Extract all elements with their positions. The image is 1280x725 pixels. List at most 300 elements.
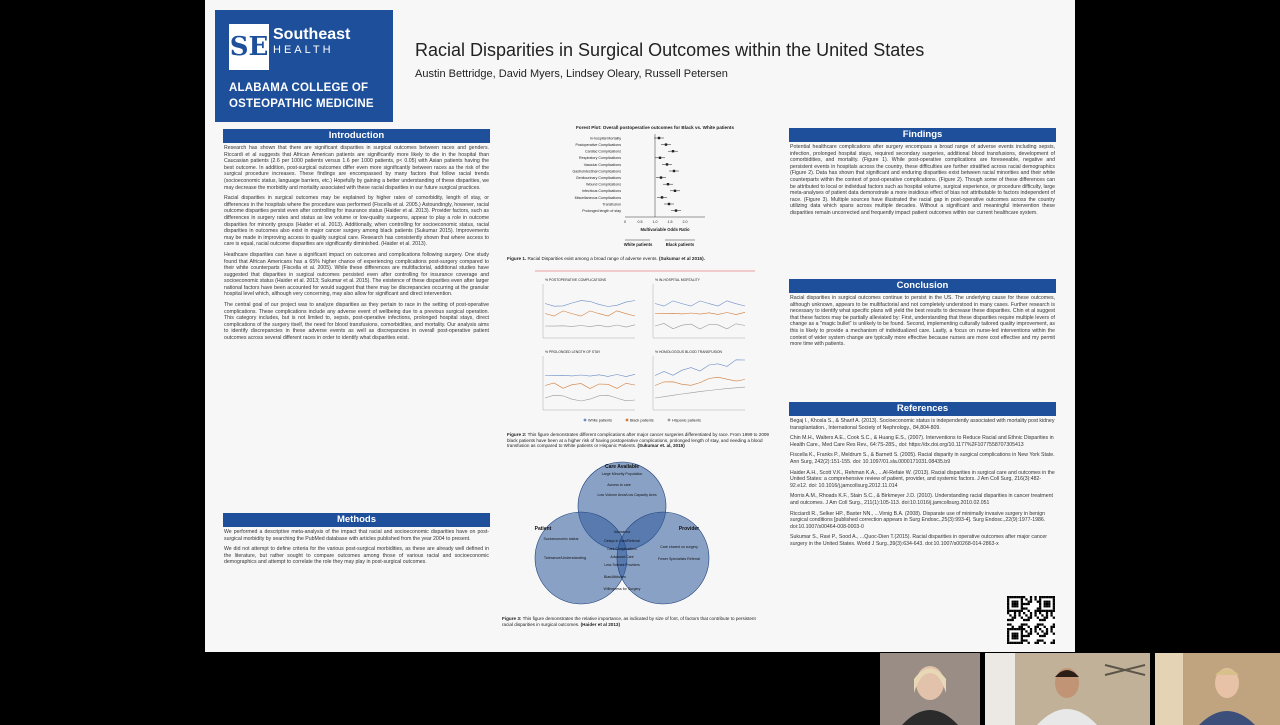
qr-cell (1018, 596, 1020, 598)
methods-section (223, 513, 490, 572)
fig2-series-line (545, 374, 635, 376)
fig1-caption-prefix: Figure 1. (507, 256, 527, 261)
qr-cell (1030, 596, 1032, 598)
fig1-row-label: Infectious Complications (582, 189, 621, 194)
logo-college-line2: OSTEOPATHIC MEDICINE (229, 98, 374, 110)
qr-cell (1044, 635, 1046, 637)
qr-cell (1050, 642, 1052, 644)
qr-cell (1012, 635, 1014, 637)
fig1-tick-label: 1.5 (667, 220, 673, 224)
qr-cell (1014, 637, 1016, 639)
fig2-series-line (545, 311, 635, 316)
fig1-row-label: Gastrointestinal Complications (572, 169, 621, 174)
qr-cell (1028, 626, 1030, 628)
qr-cell (1025, 630, 1027, 632)
qr-cell (1050, 626, 1052, 628)
qr-cell (1021, 630, 1023, 632)
qr-cell (1044, 633, 1046, 635)
poster (205, 0, 1075, 652)
fig1-row-label: Cardiac Complications (585, 149, 621, 154)
figure3-venn-diagram (517, 458, 717, 608)
qr-cell (1009, 642, 1011, 644)
qr-cell (1030, 601, 1032, 603)
qr-cell (1041, 610, 1043, 612)
qr-cell (1041, 614, 1043, 616)
qr-cell (1034, 612, 1036, 614)
qr-cell (1012, 601, 1014, 603)
qr-cell (1037, 639, 1039, 641)
fig1-odds-marker (665, 143, 667, 145)
qr-cell (1053, 633, 1055, 635)
qr-cell (1018, 610, 1020, 612)
venn-patient-item: Socioeconomic status (543, 537, 579, 541)
fig1-row-label: Respiratory Complications (579, 156, 621, 161)
qr-cell (1034, 610, 1036, 612)
conclusion-paragraph: Racial disparities in surgical outcomes continue to persist in the US. The underlying cause for these outcomes, although unknown, appears to be multifactorial and not completely understood in many cases. Further research is necessary to identify what specific plans will yield the best results to decrease these disparities. Chin et al suggest that these factors may be partially alleviated by: First, understanding that these disparities require multiple levers of change as a "magic bullet" is unlikely to be found. Second, implementing culturally tailored quality improvement, as this is likely to provide a mechanism of individualized care. Lastly, a focus on nurse-led interventions within the context of wider system change are typically more effective because nurses are more cost effective and my permit more time with patients. (790, 295, 1055, 348)
fig1-caption-text: Racial Disparities exist among a broad range of adverse events. (527, 256, 658, 261)
video-tile-participant-1[interactable] (880, 653, 980, 725)
fig1-odds-marker (660, 176, 662, 178)
qr-cell (1012, 637, 1014, 639)
qr-cell (1016, 642, 1018, 644)
qr-cell (1023, 639, 1025, 641)
qr-cell (1016, 603, 1018, 605)
qr-cell (1021, 628, 1023, 630)
video-tile-participant-2[interactable] (985, 653, 1150, 725)
qr-cell (1007, 596, 1009, 598)
references-section (789, 402, 1056, 554)
conclusion-section (789, 279, 1056, 354)
qr-cell (1046, 603, 1048, 605)
qr-cell (1030, 630, 1032, 632)
qr-cell (1039, 601, 1041, 603)
findings-heading: Findings (789, 128, 1056, 142)
video-tile-participant-3[interactable] (1155, 653, 1280, 725)
qr-cell (1023, 596, 1025, 598)
qr-cell (1021, 598, 1023, 600)
fig2-caption-text: This figure demonstrates different complications after major cancer surgeries differentiated by race. From 1999 to 2009 black patients have been at a higher risk of having postoperative complications, prolonged length of stay, and needing a blood transfusion as compared to White patients or Hispanic Patients. (507, 432, 769, 449)
qr-cell (1009, 610, 1011, 612)
fig2-series-line (655, 387, 745, 398)
qr-cell (1046, 630, 1048, 632)
intro-paragraph-4: The central goal of our project was to analyze disparities as they pertain to race in the setting of post-operative complications. These complications include any adverse event of wellbeing due to a previous surgical operation. This category includes, but is not limited to, sepsis, post-operative infections, prolonged hospital stays, direct complications of the surgery itself, the need for blood transfusions, comorbidities, and mortality. Our analysis aims to identify discrepancies in these adverse events as well as discrepancies in overall post-operative patient outcomes across several different races in order to identify what disparities exist. (224, 302, 489, 342)
qr-cell (1014, 614, 1016, 616)
qr-cell (1016, 596, 1018, 598)
qr-cell (1048, 603, 1050, 605)
qr-cell (1009, 614, 1011, 616)
qr-cell (1028, 603, 1030, 605)
qr-cell (1046, 617, 1048, 619)
qr-cell (1007, 605, 1009, 607)
qr-cell (1037, 601, 1039, 603)
qr-cell (1053, 598, 1055, 600)
fig1-odds-marker (658, 137, 660, 139)
qr-cell (1041, 630, 1043, 632)
qr-cell (1028, 642, 1030, 644)
fig2-panel-title: % PROLONGED LENGTH OF STAY (545, 350, 601, 354)
qr-cell (1050, 630, 1052, 632)
fig2-legend-swatch (626, 419, 629, 422)
qr-cell (1012, 642, 1014, 644)
qr-cell (1014, 617, 1016, 619)
qr-cell (1044, 626, 1046, 628)
fig1-row-label: Wound Complications (586, 182, 621, 187)
qr-cell (1046, 596, 1048, 598)
logo-brand-sub: HEALTH (273, 44, 334, 56)
qr-cell (1021, 642, 1023, 644)
qr-cell (1041, 639, 1043, 641)
fig2-legend-swatch (668, 419, 671, 422)
qr-cell (1028, 633, 1030, 635)
qr-cell (1012, 596, 1014, 598)
venn-center-item: Bias/Attitudes (604, 575, 626, 579)
qr-cell (1034, 614, 1036, 616)
qr-cell (1016, 628, 1018, 630)
qr-cell (1014, 633, 1016, 635)
qr-cell (1023, 628, 1025, 630)
venn-care-item: Large Minority Population (601, 472, 643, 476)
fig2-series-line (655, 377, 745, 385)
qr-cell (1044, 601, 1046, 603)
references-heading: References (789, 402, 1056, 416)
qr-cell (1012, 603, 1014, 605)
qr-cell (1039, 596, 1041, 598)
qr-cell (1044, 603, 1046, 605)
qr-cell (1018, 614, 1020, 616)
qr-cell (1012, 619, 1014, 621)
qr-cell (1016, 633, 1018, 635)
qr-cell (1030, 628, 1032, 630)
qr-cell (1016, 637, 1018, 639)
qr-cell (1037, 607, 1039, 609)
qr-cell (1046, 612, 1048, 614)
qr-cell (1012, 633, 1014, 635)
qr-cell (1014, 635, 1016, 637)
fig2-panel (543, 278, 635, 338)
qr-cell (1053, 639, 1055, 641)
qr-cell (1046, 610, 1048, 612)
qr-cell (1016, 635, 1018, 637)
qr-cell (1030, 612, 1032, 614)
qr-cell (1034, 628, 1036, 630)
qr-cell (1009, 596, 1011, 598)
qr-cell (1039, 619, 1041, 621)
qr-cell (1021, 603, 1023, 605)
qr-cell (1046, 601, 1048, 603)
qr-cell (1018, 612, 1020, 614)
logo-mark-icon: SE (229, 24, 269, 70)
qr-cell (1007, 607, 1009, 609)
fig1-odds-marker (659, 157, 661, 159)
qr-cell (1044, 617, 1046, 619)
qr-cell (1039, 612, 1041, 614)
fig2-series-line (655, 324, 745, 330)
qr-cell (1021, 607, 1023, 609)
qr-cell (1053, 596, 1055, 598)
findings-paragraph: Potential healthcare complications after surgery encompass a broad range of adverse events including sepsis, infection, prolonged hospital stays, required secondary surgeries, additional blood transfusions, development of comorbidities, and mortality. (Figure 1). While post-operative complications are foreseeable, negative and persistent events in hospitals across the country, these difficulties are further stratified across racial demographics (Figure 2). Data has shown that significant and enduring disparities exist between racial minorities and their white counterparts within the context of post-operative complications. (Figure 2). Though some of these differences can be attributed to local or individual factors such as hospital volume, surgical experience, or procedure difficulty, large meta-analyses of patient data demonstrate a more insidious effect of bias not attributable to factors independent of race. (Figure 3). Multiple sources have illustrated the racial gap in post-operative outcomes across the country utilizing data which spans across multiple decades. Without a significant and meaningful intervention these disparities remain uncorrected and frequently impact patient outcomes within our current healthcare system. (790, 144, 1055, 216)
qr-cell (1021, 623, 1023, 625)
qr-cell (1037, 642, 1039, 644)
conclusion-heading: Conclusion (789, 279, 1056, 293)
qr-cell (1014, 603, 1016, 605)
qr-cell (1007, 633, 1009, 635)
qr-cell (1053, 642, 1055, 644)
qr-cell (1007, 623, 1009, 625)
fig2-panel-axes (543, 284, 635, 338)
reference-item: Sukumar S., Ravi P., Sood A., ...Quoc-Dien T.(2015). Racial disparities in operative outcomes after major cancer surgery in the United States. World J Surg.,39(3):634-643. doi:10.1007/s00268-014-2863-x (790, 534, 1047, 547)
qr-cell (1044, 596, 1046, 598)
qr-cell (1023, 612, 1025, 614)
qr-cell (1021, 617, 1023, 619)
fig1-odds-marker (673, 170, 675, 172)
methods-heading: Methods (223, 513, 490, 527)
qr-cell (1021, 605, 1023, 607)
qr-cell (1025, 614, 1027, 616)
qr-cell (1007, 619, 1009, 621)
qr-cell (1041, 619, 1043, 621)
qr-cell (1053, 610, 1055, 612)
venn-provider-item: Fewer Specialists Referral (658, 557, 700, 561)
poster-title: Racial Disparities in Surgical Outcomes within the United States (415, 40, 925, 60)
fig2-series-line (545, 383, 635, 389)
qr-cell (1034, 642, 1036, 644)
qr-cell (1021, 633, 1023, 635)
qr-cell (1050, 614, 1052, 616)
qr-cell (1007, 630, 1009, 632)
venn-center-item: Willingness for Surgery (603, 587, 641, 591)
qr-cell (1050, 610, 1052, 612)
introduction-heading: Introduction (223, 129, 490, 143)
qr-cell (1037, 610, 1039, 612)
qr-cell (1012, 610, 1014, 612)
college-logo (215, 10, 393, 122)
intro-paragraph-1: Research has shown that there are significant disparities in surgical outcomes between races and genders. Riccardi et al suggests that African American patients are significantly more likely to die in the hospital than Caucasian patients (2.6 per 1000 patients versus 1.6 per 1000 patients, p< 0.05) with Asian patients having the best outcome. In addition, post-surgical outcomes differ even more significantly between races as the risk of the surgical procedure increases. These findings are encompassed by many factors that follow racial trends (socioeconomic status, language barriers, etc.) Hopefully by gaining a better understanding of these disparities, we may decrease the morbidity and mortality associated with these racial disparities in our future surgical practices. (224, 145, 489, 191)
introduction-section (223, 129, 490, 348)
qr-cell (1014, 628, 1016, 630)
fig1-odds-marker (675, 209, 677, 211)
reference-item: Ricciardi R., Selker HP., Baxter NN., ...Virnig B.A. (2008). Disparate use of minimally invasive surgery in benign surgical conditions [published correction appears in Surg Endosc.,25(3):993-4]. Surg Endosc.,22(9):1977-1986. doi:10.1007/s00464-008-0003-0 (790, 510, 1046, 530)
qr-cell (1034, 596, 1036, 598)
venn-patient-item: Tolerance/Understanding (543, 556, 587, 560)
qr-cell (1044, 605, 1046, 607)
venn-center-item: Less Tolerant Providers (604, 563, 640, 567)
qr-cell (1046, 605, 1048, 607)
qr-code[interactable] (1007, 596, 1055, 644)
fig2-series-line (655, 360, 745, 376)
qr-cell (1050, 596, 1052, 598)
fig2-caption-prefix: Figure 2: (507, 432, 527, 437)
qr-cell (1009, 619, 1011, 621)
qr-cell (1007, 598, 1009, 600)
qr-cell (1007, 628, 1009, 630)
fig1-odds-marker (674, 190, 676, 192)
qr-cell (1025, 607, 1027, 609)
fig1-title: Forest Plot: Overall postoperative outcomes for Black vs. White patients (575, 125, 735, 130)
venn-provider-item: Care shared on surgery (660, 545, 698, 549)
fig1-row-label: Vascular Complications (583, 162, 621, 167)
qr-cell (1009, 623, 1011, 625)
fig2-series-line (655, 301, 745, 306)
reference-item: Chin M.H., Walters A.E., Cook S.C., & Huang E.S., (2007). Interventions to Reduce Racial and Ethnic Disparities in Health Care., Med Care Res Rev., 64:7S-28S., doi: https://dx.doi.org/10.1177%2F1077558707305413 (790, 435, 1054, 448)
venn-care-item: Access to care (607, 483, 631, 487)
venn-center-item: Advanced Care (610, 555, 634, 559)
qr-cell (1039, 598, 1041, 600)
qr-cell (1007, 635, 1009, 637)
qr-cell (1041, 635, 1043, 637)
qr-cell (1053, 605, 1055, 607)
reference-item: Fiscella K., Franks P., Meldrum S., & Barnett S. (2005). Racial disparity in surgical complications in New York State. Ann Surg, 242(2):151-155. doi: 10.1097/01.sla.0000171031.08435.b9 (790, 452, 1055, 465)
qr-cell (1034, 626, 1036, 628)
qr-cell (1034, 598, 1036, 600)
fig2-series-line (545, 395, 635, 401)
participant-2-avatar (985, 653, 1150, 725)
qr-cell (1025, 603, 1027, 605)
venn-center-item: Insurance (613, 530, 631, 534)
fig1-tick-label: 0.5 (637, 220, 643, 224)
qr-cell (1018, 628, 1020, 630)
methods-paragraph-1: We performed a descriptive meta-analysis of the impact that racial and socioeconomic disparities have on post-surgical morbidity by searching the PubMed database with articles published from the year 2004 to present. (224, 529, 489, 542)
qr-cell (1025, 639, 1027, 641)
fig1-right-label: Black patients (665, 242, 695, 247)
qr-cell (1053, 607, 1055, 609)
qr-cell (1050, 628, 1052, 630)
qr-cell (1044, 610, 1046, 612)
qr-cell (1039, 610, 1041, 612)
fig3-caption-text: This figure demonstrates the relative importance, as indicated by size of font, of factors that contribute to persistent racial disparities in surgical outcomes. (502, 616, 756, 627)
qr-cell (1012, 626, 1014, 628)
fig2-legend-label: Black patients (630, 418, 654, 423)
qr-cell (1053, 603, 1055, 605)
qr-cell (1028, 619, 1030, 621)
qr-cell (1016, 610, 1018, 612)
venn-center-item: Delays in Care/Referral (604, 539, 640, 543)
logo-college-line1: ALABAMA COLLEGE OF (229, 82, 369, 94)
qr-cell (1039, 623, 1041, 625)
qr-cell (1009, 628, 1011, 630)
fig2-caption-cite: (Sukumar et. al, 2015) (637, 443, 685, 449)
qr-cell (1023, 623, 1025, 625)
qr-cell (1018, 642, 1020, 644)
qr-cell (1048, 596, 1050, 598)
qr-cell (1028, 601, 1030, 603)
qr-cell (1007, 601, 1009, 603)
participant-3-avatar (1155, 653, 1280, 725)
qr-cell (1034, 630, 1036, 632)
qr-cell (1053, 601, 1055, 603)
qr-cell (1044, 619, 1046, 621)
fig1-left-label: White patients (623, 242, 653, 247)
fig2-panel (653, 278, 745, 338)
qr-cell (1016, 601, 1018, 603)
qr-cell (1050, 612, 1052, 614)
qr-cell (1007, 610, 1009, 612)
qr-cell (1014, 596, 1016, 598)
qr-cell (1039, 628, 1041, 630)
fig2-panel-title: % IN-HOSPITAL MORTALITY (655, 278, 700, 282)
qr-cell (1014, 605, 1016, 607)
fig1-row-label: Prolonged length of stay (582, 209, 621, 213)
intro-paragraph-3: Heathcare disparities can have a significant impact on outcomes and complications following surgery. One study found that African Americans has a 65% higher chance of experiencing complications post-surgery compared to their white counterparts (Fiscella et al. 2005). While these differences are multifactorial, additional studies have suggested that disparities in surgical outcomes persisted even after controlling for insurance coverage and socioeconomic status (Haider et al. 2013; Sukumar et al. 2015). The existence of these disparities even after larger national factors have been accounted for would suggest that there may be discrepancies occurring at the granular hospital level which, although very concerning, may also allow for significant and direct intervention. (224, 251, 489, 298)
qr-cell (1046, 628, 1048, 630)
fig1-row-label: Postoperative Complications (575, 143, 621, 147)
qr-cell (1041, 596, 1043, 598)
qr-cell (1007, 603, 1009, 605)
qr-cell (1053, 626, 1055, 628)
qr-cell (1039, 603, 1041, 605)
figure1-caption (507, 256, 777, 262)
qr-cell (1053, 617, 1055, 619)
fig2-panel-title: % HOMOLOGOUS BLOOD TRANSFUSION (655, 350, 723, 354)
qr-cell (1014, 610, 1016, 612)
venn-care-label: Care Available (604, 464, 640, 470)
logo-brand: Southeast (273, 26, 351, 43)
fig1-axis-label: Multivariable Odds Ratio (640, 227, 690, 232)
poster-authors: Austin Bettridge, David Myers, Lindsey Oleary, Russell Petersen (415, 68, 728, 80)
qr-cell (1023, 619, 1025, 621)
qr-cell (1016, 605, 1018, 607)
findings-section (789, 128, 1056, 223)
qr-cell (1014, 612, 1016, 614)
fig2-legend-label: White patients (588, 418, 613, 423)
reference-item: Morris A.M., Rhoads K.F., Stain S.C., & Birkmeyer J.D. (2010). Understanding racial disparities in cancer treatment and outcomes. J Am Coll Surg., 211(1):105-113. doi:10.1016/j.jamcollsurg.2010.02.051 (790, 493, 1053, 506)
fig1-tick-label: 0 (624, 220, 626, 224)
qr-cell (1018, 626, 1020, 628)
fig1-caption-cite: (Sukumar et al 2015). (658, 256, 705, 261)
qr-cell (1037, 617, 1039, 619)
qr-cell (1007, 642, 1009, 644)
qr-cell (1046, 614, 1048, 616)
qr-cell (1041, 623, 1043, 625)
fig2-legend-label: Hispanic patients (672, 418, 701, 423)
fig1-tick-label: 1.0 (652, 220, 658, 224)
fig2-series-line (545, 301, 635, 307)
fig1-odds-marker (672, 150, 674, 152)
qr-cell (1030, 614, 1032, 616)
qr-cell (1048, 605, 1050, 607)
qr-cell (1028, 617, 1030, 619)
qr-cell (1037, 623, 1039, 625)
figure1-forest-plot (505, 122, 765, 252)
fig2-legend-swatch (584, 419, 587, 422)
participant-1-avatar (880, 653, 980, 725)
qr-cell (1012, 628, 1014, 630)
fig1-row-label: Miscellaneous Complications (574, 195, 621, 200)
qr-cell (1021, 610, 1023, 612)
fig1-row-label: Transfusion (602, 202, 621, 207)
qr-cell (1023, 607, 1025, 609)
qr-cell (1025, 635, 1027, 637)
qr-cell (1007, 639, 1009, 641)
qr-cell (1048, 610, 1050, 612)
qr-cell (1014, 642, 1016, 644)
fig1-odds-marker (667, 183, 669, 185)
qr-cell (1039, 605, 1041, 607)
fig3-caption-cite: (Haider et al 2013) (580, 621, 620, 627)
figure2-caption (507, 432, 777, 449)
figure3-caption (502, 616, 764, 627)
fig1-odds-marker (666, 163, 668, 165)
qr-cell (1025, 619, 1027, 621)
qr-cell (1030, 617, 1032, 619)
qr-cell (1039, 639, 1041, 641)
qr-cell (1023, 603, 1025, 605)
fig1-row-label: In-hospital Mortality (589, 136, 621, 141)
qr-cell (1021, 601, 1023, 603)
qr-cell (1039, 635, 1041, 637)
reference-item: Begaj I., Khosla S., & Sharif A. (2013). Socioeconomic status is independently associated with mortality post kidney transplantation., International Society of Nephrology., 84,804-809. (790, 418, 1055, 431)
qr-cell (1046, 633, 1048, 635)
venn-center-item: Care Complications (607, 547, 637, 551)
